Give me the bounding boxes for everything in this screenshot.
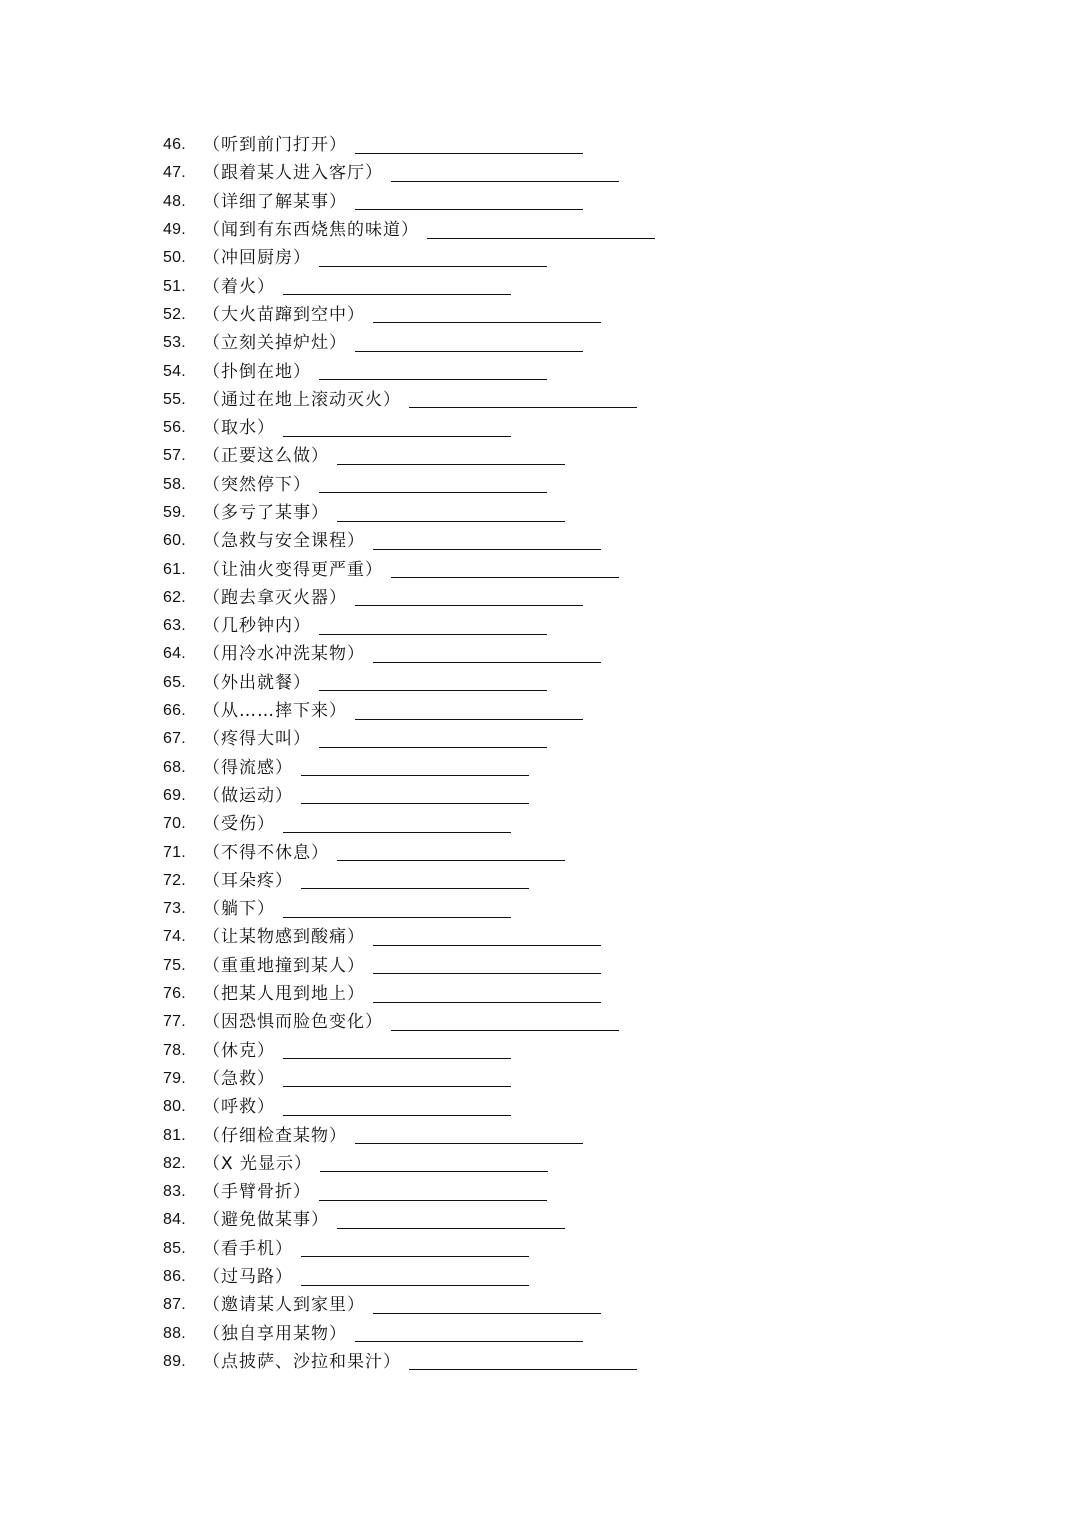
item-number: 57. xyxy=(163,447,186,465)
item-prompt: （做运动） xyxy=(203,785,293,806)
item-prompt: （耳朵疼） xyxy=(203,870,293,891)
item-prompt: （几秒钟内） xyxy=(203,616,311,637)
answer-blank[interactable] xyxy=(301,1236,529,1257)
answer-blank[interactable] xyxy=(409,387,637,408)
worksheet-item xyxy=(163,357,923,385)
worksheet-item xyxy=(163,555,923,583)
answer-blank[interactable] xyxy=(373,642,601,663)
answer-blank[interactable] xyxy=(391,557,619,578)
answer-blank[interactable] xyxy=(337,444,565,465)
worksheet-item xyxy=(163,952,923,980)
answer-blank[interactable] xyxy=(319,472,547,493)
item-number: 52. xyxy=(163,305,186,323)
item-prompt: （听到前门打开） xyxy=(203,135,347,156)
item-number: 60. xyxy=(163,532,186,550)
answer-blank[interactable] xyxy=(391,161,619,182)
worksheet-item xyxy=(163,1008,923,1036)
answer-blank[interactable] xyxy=(355,1123,583,1144)
worksheet-item xyxy=(163,669,923,697)
item-number: 51. xyxy=(163,277,186,295)
item-prompt: （疼得大叫） xyxy=(203,729,311,750)
item-prompt: （手臂骨折） xyxy=(203,1182,311,1203)
item-prompt: （立刻关掉炉灶） xyxy=(203,333,347,354)
answer-blank[interactable] xyxy=(283,1038,511,1059)
worksheet-item xyxy=(163,754,923,782)
answer-blank[interactable] xyxy=(373,925,601,946)
item-number: 88. xyxy=(163,1324,186,1342)
item-prompt: （X 光显示） xyxy=(203,1153,313,1174)
worksheet-item xyxy=(163,838,923,866)
item-number: 72. xyxy=(163,871,186,889)
worksheet-item xyxy=(163,272,923,300)
worksheet-item xyxy=(163,1291,923,1319)
answer-blank[interactable] xyxy=(355,699,583,720)
worksheet-item xyxy=(163,1065,923,1093)
item-number: 79. xyxy=(163,1069,186,1087)
item-prompt: （重重地撞到某人） xyxy=(203,955,365,976)
worksheet-item xyxy=(163,188,923,216)
answer-blank[interactable] xyxy=(320,1151,548,1172)
worksheet-item xyxy=(163,1206,923,1234)
item-prompt: （过马路） xyxy=(203,1267,293,1288)
vocabulary-worksheet xyxy=(163,131,923,1376)
worksheet-item xyxy=(163,725,923,753)
answer-blank[interactable] xyxy=(283,812,511,833)
answer-blank[interactable] xyxy=(355,331,583,352)
answer-blank[interactable] xyxy=(319,614,547,635)
worksheet-item xyxy=(163,499,923,527)
item-prompt: （休克） xyxy=(203,1040,275,1061)
item-prompt: （闻到有东西烧焦的味道） xyxy=(203,220,419,241)
item-prompt: （急救） xyxy=(203,1068,275,1089)
answer-blank[interactable] xyxy=(301,783,529,804)
item-prompt: （急救与安全课程） xyxy=(203,531,365,552)
item-prompt: （看手机） xyxy=(203,1238,293,1259)
answer-blank[interactable] xyxy=(301,755,529,776)
item-number: 87. xyxy=(163,1296,186,1314)
worksheet-item xyxy=(163,640,923,668)
worksheet-item xyxy=(163,980,923,1008)
answer-blank[interactable] xyxy=(283,416,511,437)
item-number: 86. xyxy=(163,1268,186,1286)
item-number: 63. xyxy=(163,617,186,635)
item-prompt: （呼救） xyxy=(203,1097,275,1118)
answer-blank[interactable] xyxy=(337,501,565,522)
item-number: 71. xyxy=(163,843,186,861)
item-prompt: （把某人甩到地上） xyxy=(203,984,365,1005)
answer-blank[interactable] xyxy=(319,246,547,267)
item-number: 84. xyxy=(163,1211,186,1229)
answer-blank[interactable] xyxy=(337,840,565,861)
item-number: 66. xyxy=(163,702,186,720)
item-prompt: （因恐惧而脸色变化） xyxy=(203,1012,383,1033)
worksheet-item xyxy=(163,1150,923,1178)
item-prompt: （邀请某人到家里） xyxy=(203,1295,365,1316)
item-prompt: （不得不休息） xyxy=(203,842,329,863)
item-prompt: （扑倒在地） xyxy=(203,361,311,382)
worksheet-item xyxy=(163,1093,923,1121)
item-number: 78. xyxy=(163,1041,186,1059)
answer-blank[interactable] xyxy=(337,1208,565,1229)
answer-blank[interactable] xyxy=(283,1066,511,1087)
item-prompt: （多亏了某事） xyxy=(203,503,329,523)
worksheet-item xyxy=(163,1348,923,1376)
item-prompt: （正要这么做） xyxy=(203,446,329,467)
item-prompt: （让某物感到酸痛） xyxy=(203,927,365,948)
item-number: 73. xyxy=(163,900,186,918)
item-prompt: （着火） xyxy=(203,276,275,297)
item-number: 58. xyxy=(163,475,186,493)
worksheet-item xyxy=(163,1037,923,1065)
item-number: 74. xyxy=(163,928,186,946)
worksheet-item xyxy=(163,923,923,951)
answer-blank[interactable] xyxy=(283,1095,511,1116)
answer-blank[interactable] xyxy=(301,1265,529,1286)
item-prompt: （外出就餐） xyxy=(203,672,311,693)
item-prompt: （受伤） xyxy=(203,814,275,835)
worksheet-item xyxy=(163,301,923,329)
worksheet-item xyxy=(163,414,923,442)
answer-blank[interactable] xyxy=(373,1293,601,1314)
item-number: 89. xyxy=(163,1352,186,1370)
item-prompt: （用冷水冲洗某物） xyxy=(203,644,365,665)
item-number: 61. xyxy=(163,560,186,578)
item-number: 53. xyxy=(163,334,186,352)
answer-blank[interactable] xyxy=(319,670,547,691)
item-number: 68. xyxy=(163,758,186,776)
worksheet-item xyxy=(163,159,923,187)
worksheet-item xyxy=(163,1235,923,1263)
answer-blank[interactable] xyxy=(283,274,511,295)
item-number: 55. xyxy=(163,390,186,408)
answer-blank[interactable] xyxy=(319,727,547,748)
worksheet-item xyxy=(163,895,923,923)
item-prompt: （躺下） xyxy=(203,899,275,920)
worksheet-item xyxy=(163,329,923,357)
item-number: 75. xyxy=(163,956,186,974)
worksheet-item xyxy=(163,442,923,470)
worksheet-item xyxy=(163,1178,923,1206)
item-number: 62. xyxy=(163,588,186,606)
worksheet-item xyxy=(163,782,923,810)
worksheet-item xyxy=(163,386,923,414)
item-number: 67. xyxy=(163,730,186,748)
item-number: 54. xyxy=(163,362,186,380)
item-number: 80. xyxy=(163,1098,186,1116)
item-prompt: （点披萨、沙拉和果汁） xyxy=(203,1351,401,1372)
item-number: 46. xyxy=(163,136,186,154)
worksheet-item xyxy=(163,1121,923,1149)
worksheet-item xyxy=(163,471,923,499)
answer-blank[interactable] xyxy=(373,953,601,974)
item-prompt: （跟着某人进入客厅） xyxy=(203,163,383,184)
answer-blank[interactable] xyxy=(355,1321,583,1342)
item-prompt: （通过在地上滚动灭火） xyxy=(203,389,401,410)
item-prompt: （让油火变得更严重） xyxy=(203,559,383,580)
item-number: 85. xyxy=(163,1239,186,1257)
item-prompt: （独自享用某物） xyxy=(203,1323,347,1344)
item-number: 76. xyxy=(163,985,186,1003)
answer-blank[interactable] xyxy=(409,1349,637,1370)
worksheet-item xyxy=(163,867,923,895)
worksheet-item xyxy=(163,612,923,640)
item-prompt: （得流感） xyxy=(203,757,293,778)
item-prompt: （跑去拿灭火器） xyxy=(203,587,347,608)
item-prompt: （详细了解某事） xyxy=(203,191,347,212)
item-number: 69. xyxy=(163,786,186,804)
worksheet-item xyxy=(163,584,923,612)
answer-blank[interactable] xyxy=(391,1010,619,1031)
item-prompt: （仔细检查某物） xyxy=(203,1125,347,1146)
item-prompt: （突然停下） xyxy=(203,474,311,495)
item-number: 49. xyxy=(163,221,186,239)
answer-blank[interactable] xyxy=(319,1180,547,1201)
answer-blank[interactable] xyxy=(355,133,583,154)
worksheet-item xyxy=(163,244,923,272)
worksheet-item xyxy=(163,1263,923,1291)
item-number: 56. xyxy=(163,419,186,437)
item-number: 50. xyxy=(163,249,186,267)
worksheet-item xyxy=(163,1319,923,1347)
item-number: 77. xyxy=(163,1013,186,1031)
answer-blank[interactable] xyxy=(373,302,601,323)
answer-blank[interactable] xyxy=(283,897,511,918)
worksheet-item xyxy=(163,131,923,159)
item-number: 64. xyxy=(163,645,186,663)
answer-blank[interactable] xyxy=(301,868,529,889)
item-number: 82. xyxy=(163,1154,186,1172)
item-prompt: （从……摔下来） xyxy=(203,701,347,722)
item-prompt: （取水） xyxy=(203,418,275,439)
worksheet-item xyxy=(163,527,923,555)
answer-blank[interactable] xyxy=(373,529,601,550)
worksheet-item xyxy=(163,697,923,725)
worksheet-item xyxy=(163,810,923,838)
answer-blank[interactable] xyxy=(355,189,583,210)
item-number: 48. xyxy=(163,192,186,210)
item-number: 70. xyxy=(163,815,186,833)
item-number: 81. xyxy=(163,1126,186,1144)
answer-blank[interactable] xyxy=(373,982,601,1003)
item-prompt: （大火苗蹿到空中） xyxy=(203,304,365,325)
answer-blank[interactable] xyxy=(319,359,547,380)
item-number: 65. xyxy=(163,673,186,691)
item-prompt: （冲回厨房） xyxy=(203,248,311,269)
item-prompt: （避免做某事） xyxy=(203,1210,329,1231)
answer-blank[interactable] xyxy=(427,218,655,239)
worksheet-item xyxy=(163,216,923,244)
item-number: 59. xyxy=(163,504,186,521)
answer-blank[interactable] xyxy=(355,585,583,606)
item-number: 47. xyxy=(163,164,186,182)
item-number: 83. xyxy=(163,1183,186,1201)
